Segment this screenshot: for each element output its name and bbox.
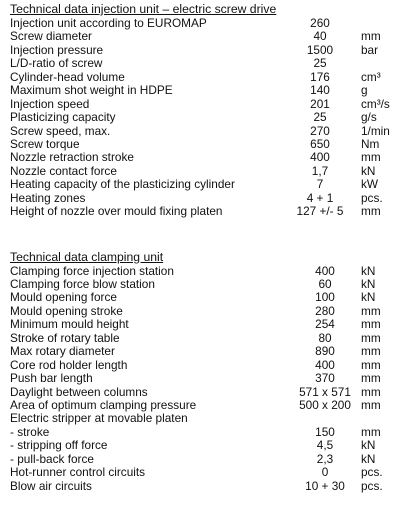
spec-row xyxy=(10,332,400,345)
spec-label: Screw speed, max. xyxy=(10,123,111,138)
spec-label: Clamping force blow station xyxy=(10,277,155,291)
spec-row xyxy=(10,17,400,30)
spec-row xyxy=(10,265,400,278)
spec-value: 370 xyxy=(315,371,335,386)
spec-label: Core rod holder length xyxy=(10,357,128,372)
spec-unit: kN xyxy=(361,277,376,291)
spec-unit: cm³/s xyxy=(361,96,390,111)
spec-label: - pull-back force xyxy=(10,451,94,466)
spec-unit: 1/min xyxy=(361,123,390,138)
spec-unit: kN xyxy=(361,290,376,305)
spec-unit: mm xyxy=(361,317,381,332)
clamping-unit-section xyxy=(10,250,400,493)
spec-row xyxy=(10,71,400,84)
spec-row xyxy=(10,84,400,97)
spec-value: 500 x 200 xyxy=(299,397,351,412)
spec-row xyxy=(10,439,400,452)
spec-row xyxy=(10,386,400,399)
spec-value: 4,5 xyxy=(316,438,334,453)
spec-label: Injection speed xyxy=(10,96,90,111)
spec-row xyxy=(10,125,400,138)
spec-value: 176 xyxy=(310,69,330,84)
injection-unit-section xyxy=(10,2,400,219)
spec-value: 140 xyxy=(310,83,330,98)
spec-unit: bar xyxy=(361,42,379,57)
spec-row xyxy=(10,30,400,43)
spec-row xyxy=(10,178,400,191)
spec-label: L/D-ratio of screw xyxy=(10,56,103,71)
spec-label: Screw torque xyxy=(10,136,80,151)
spec-unit: mm xyxy=(361,357,381,372)
section-spacer xyxy=(10,219,400,250)
spec-label: Heating zones xyxy=(10,190,86,205)
spec-unit: mm xyxy=(361,384,381,399)
spec-label: Electric stripper at movable platen xyxy=(10,411,188,426)
clamping-unit-heading: Technical data clamping unit xyxy=(10,249,164,264)
spec-value: 25 xyxy=(313,56,327,71)
spec-unit: pcs. xyxy=(361,465,383,480)
spec-value: 4 + 1 xyxy=(306,190,334,205)
spec-unit: kN xyxy=(361,451,376,466)
spec-label: Push bar length xyxy=(10,371,93,386)
spec-row xyxy=(10,205,400,218)
spec-row xyxy=(10,426,400,439)
injection-unit-heading: Technical data injection unit – electric screw drive xyxy=(10,2,277,16)
spec-unit: g xyxy=(361,83,368,98)
spec-value: 400 xyxy=(315,357,335,372)
clamping-unit-table xyxy=(10,265,400,493)
spec-value: 571 x 571 xyxy=(299,384,351,399)
spec-unit: Nm xyxy=(361,136,380,151)
spec-value: 127 +/- 5 xyxy=(296,204,344,219)
spec-row xyxy=(10,57,400,70)
spec-value: 1500 xyxy=(306,42,334,57)
spec-label: Plasticizing capacity xyxy=(10,110,116,125)
spec-row xyxy=(10,453,400,466)
spec-unit: kN xyxy=(361,263,376,278)
spec-row xyxy=(10,466,400,479)
spec-row xyxy=(10,44,400,57)
spec-row xyxy=(10,318,400,331)
spec-label: - stroke xyxy=(10,424,50,439)
spec-value: 201 xyxy=(310,96,330,111)
spec-label: Hot-runner control circuits xyxy=(10,465,146,480)
spec-unit: kN xyxy=(361,163,376,178)
spec-value: 1,7 xyxy=(311,163,329,178)
spec-value: 890 xyxy=(315,344,335,359)
spec-value: 0 xyxy=(321,465,329,480)
spec-label: - stripping off force xyxy=(10,438,108,453)
spec-value: 400 xyxy=(310,150,330,165)
spec-label: Mould opening force xyxy=(10,290,117,305)
spec-label: Mould opening stroke xyxy=(10,303,123,318)
spec-value: 400 xyxy=(315,263,335,278)
spec-label: Minimum mould height xyxy=(10,317,129,332)
spec-value: 260 xyxy=(310,16,330,30)
spec-value: 60 xyxy=(318,277,332,291)
spec-unit: mm xyxy=(361,397,381,412)
spec-label: Blow air circuits xyxy=(10,478,92,493)
spec-label: Maximum shot weight in HDPE xyxy=(10,83,173,98)
spec-value: 2,3 xyxy=(316,451,334,466)
spec-unit: mm xyxy=(361,150,381,165)
spec-value: 7 xyxy=(316,177,324,192)
spec-unit: mm xyxy=(361,204,381,219)
spec-value: 25 xyxy=(313,110,327,125)
spec-row xyxy=(10,372,400,385)
spec-row xyxy=(10,399,400,412)
spec-unit: g/s xyxy=(361,110,377,125)
spec-unit: mm xyxy=(361,330,381,345)
spec-label: Height of nozzle over mould fixing platen xyxy=(10,204,223,219)
spec-unit: cm³ xyxy=(361,69,381,84)
spec-row xyxy=(10,345,400,358)
spec-value: 270 xyxy=(310,123,330,138)
spec-label: Stroke of rotary table xyxy=(10,330,120,345)
spec-value: 100 xyxy=(315,290,335,305)
spec-value: 650 xyxy=(310,136,330,151)
spec-row xyxy=(10,291,400,304)
spec-unit: pcs. xyxy=(361,478,383,493)
spec-unit: mm xyxy=(361,371,381,386)
spec-unit: mm xyxy=(361,29,381,44)
spec-label: Injection unit according to EUROMAP xyxy=(10,16,207,30)
spec-value: 254 xyxy=(315,317,335,332)
spec-value: 40 xyxy=(313,29,327,44)
spec-label: Nozzle retraction stroke xyxy=(10,150,134,165)
spec-unit: mm xyxy=(361,303,381,318)
spec-label: Max rotary diameter xyxy=(10,344,115,359)
spec-row xyxy=(10,480,400,493)
spec-value: 150 xyxy=(315,424,335,439)
spec-row xyxy=(10,412,400,425)
spec-row xyxy=(10,359,400,372)
spec-label: Cylinder-head volume xyxy=(10,69,125,84)
spec-value: 280 xyxy=(315,303,335,318)
spec-unit: mm xyxy=(361,344,381,359)
spec-label: Heating capacity of the plasticizing cylinder xyxy=(10,177,235,192)
spec-unit: mm xyxy=(361,424,381,439)
spec-label: Daylight between columns xyxy=(10,384,148,399)
injection-unit-table xyxy=(10,17,400,219)
spec-row xyxy=(10,138,400,151)
spec-label: Nozzle contact force xyxy=(10,163,117,178)
spec-unit: kN xyxy=(361,438,376,453)
spec-row xyxy=(10,111,400,124)
spec-unit: pcs. xyxy=(361,190,383,205)
spec-value: 10 + 30 xyxy=(305,478,345,493)
technical-data-document xyxy=(10,2,400,493)
spec-row xyxy=(10,98,400,111)
spec-row xyxy=(10,192,400,205)
spec-row xyxy=(10,305,400,318)
spec-row xyxy=(10,278,400,291)
spec-row xyxy=(10,151,400,164)
spec-label: Injection pressure xyxy=(10,42,104,57)
spec-value: 80 xyxy=(318,330,332,345)
spec-unit: kW xyxy=(361,177,379,192)
spec-row xyxy=(10,165,400,178)
spec-label: Area of optimum clamping pressure xyxy=(10,397,197,412)
spec-label: Clamping force injection station xyxy=(10,263,174,278)
spec-label: Screw diameter xyxy=(10,29,92,44)
